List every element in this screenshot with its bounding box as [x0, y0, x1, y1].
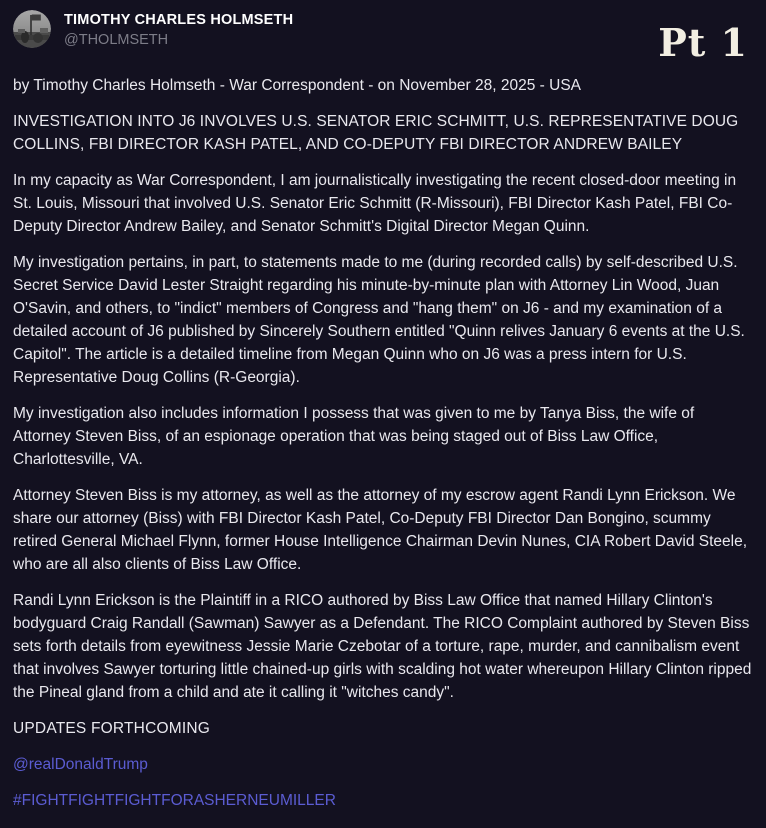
part-badge: Pt 1	[658, 20, 748, 65]
headline: INVESTIGATION INTO J6 INVOLVES U.S. SENATOR ERIC SCHMITT, U.S. REPRESENTATIVE DOUG COLLINS, FBI DIRECTOR KASH PATEL, AND CO-DEPUTY FBI DIRECTOR ANDREW BAILEY	[13, 113, 739, 153]
avatar[interactable]	[13, 10, 51, 48]
byline: by Timothy Charles Holmseth - War Correspondent - on November 28, 2025 - USA	[13, 77, 581, 94]
mention-line	[13, 753, 753, 776]
mention-link[interactable]: @realDonaldTrump	[13, 756, 148, 773]
paragraph: Randi Lynn Erickson is the Plaintiff in a RICO authored by Biss Law Office that named Hillary Clinton's bodyguard Craig Randall (Sawman) Sawyer as a Defendant. The RICO Complaint authored by Steven Biss sets forth details from eyewitness Jessie Marie Czebotar of a torture, rape, murder, and cannibalism event that involves Sawyer torturing little chained-up girls with scalding hot water whereupon Hillary Clinton ripped the Pineal gland from a child and ate it calling it "witches candy".	[13, 592, 752, 701]
paragraph: My investigation also includes information I possess that was given to me by Tanya Biss, the wife of Attorney Steven Biss, of an espionage operation that was being staged out of Biss Law Office, Charlottesville, VA.	[13, 405, 695, 468]
updates-note: UPDATES FORTHCOMING	[13, 720, 210, 737]
author-handle[interactable]: @THOLMSETH	[64, 32, 169, 48]
author-name[interactable]: TIMOTHY CHARLES HOLMSETH	[64, 12, 294, 28]
paragraph: My investigation pertains, in part, to statements made to me (during recorded calls) by self-described U.S. Secret Service David Lester Straight regarding his minute-by-minute plan with Attorney Lin Wood, Juan O'Savin, and others, to "indict" members of Congress and "hang them" on J6 - and my examination of a detailed account of J6 published by Sincerely Southern entitled "Quinn relives January 6 events at the U.S. Capitol". The article is a detailed timeline from Megan Quinn who on J6 was a press intern for U.S. Representative Doug Collins (R-Georgia).	[13, 254, 745, 386]
paragraph: In my capacity as War Correspondent, I am journalistically investigating the recent closed-door meeting in St. Louis, Missouri that involved U.S. Senator Eric Schmitt (R-Missouri), FBI Director Kash Patel, FBI Co-Deputy Director Andrew Bailey, and Senator Schmitt's Digital Director Megan Quinn.	[13, 172, 737, 235]
post-header	[13, 10, 753, 48]
paragraph: Attorney Steven Biss is my attorney, as well as the attorney of my escrow agent Randi Lynn Erickson. We share our attorney (Biss) with FBI Director Kash Patel, Co-Deputy FBI Director Dan Bongino, scummy retired General Michael Flynn, former House Intelligence Chairman Devin Nunes, CIA Robert David Steele, who are all also clients of Biss Law Office.	[13, 487, 748, 573]
hashtag-line	[13, 789, 753, 812]
author-block	[64, 10, 293, 48]
hashtag-link[interactable]: #FIGHTFIGHTFIGHTFORASHERNEUMILLER	[13, 792, 336, 809]
avatar-photo-icon	[13, 10, 51, 48]
post-body	[13, 74, 753, 812]
